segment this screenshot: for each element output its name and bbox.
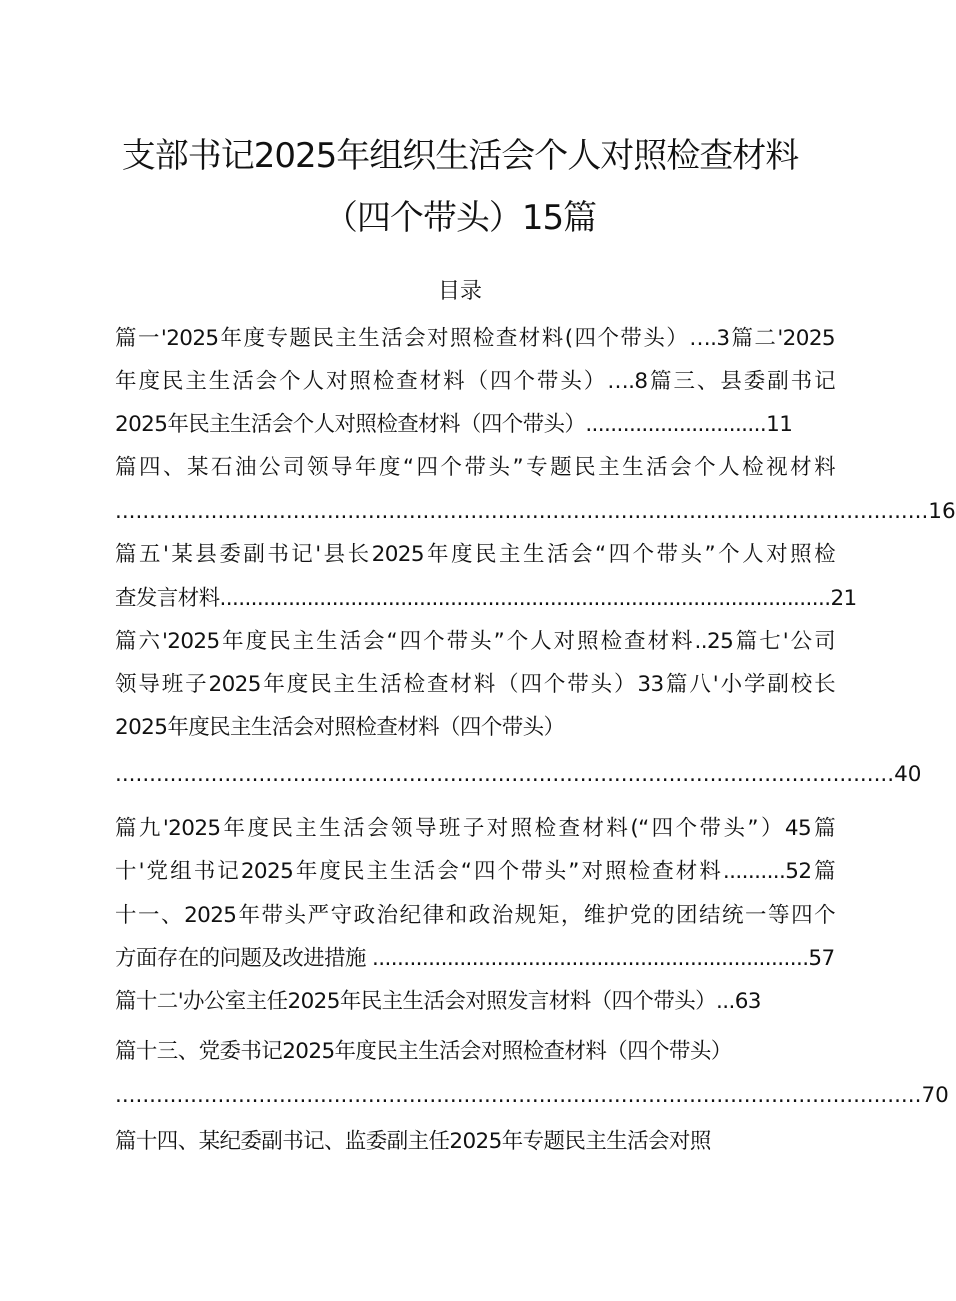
toc-line[interactable]: 方面存在的问题及改进措施 ......................................................................57 <box>115 946 835 971</box>
toc-line[interactable]: 篇五'某县委副书记'县长2025年度民主生活会“四个带头”个人对照检 <box>115 542 835 567</box>
toc-line[interactable]: 2025年度民主生活会对照检查材料（四个带头） <box>115 715 565 740</box>
toc-line[interactable]: 篇十四、某纪委副书记、监委副主任2025年专题民主生活会对照 <box>115 1129 711 1154</box>
toc-line[interactable]: 篇十二'办公室主任2025年民主生活会对照发言材料（四个带头）...63 <box>115 989 761 1014</box>
toc-heading: 目录 <box>437 279 482 304</box>
toc-line[interactable]: ......................................................................................................................70 <box>115 1083 949 1108</box>
toc-line[interactable]: ..................................................................................................................40 <box>115 762 922 787</box>
toc-line[interactable]: 篇九'2025年度民主生活会领导班子对照检查材料(“四个带头”）45篇 <box>115 816 835 841</box>
toc-line[interactable]: 年度民主生活会个人对照检查材料（四个带头）….8篇三、县委副书记 <box>115 369 835 394</box>
toc-line[interactable]: 十'党组书记2025年度民主生活会“四个带头”对照检查材料..........52篇 <box>115 859 835 884</box>
toc-line[interactable]: 篇一'2025年度专题民主生活会对照检查材料(四个带头）….3篇二'2025 <box>115 326 835 351</box>
toc-line[interactable]: .......................................................................................................................16 <box>115 499 956 524</box>
toc-line[interactable]: 十一、2025年带头严守政治纪律和政治规矩，维护党的团结统一等四个 <box>115 903 835 928</box>
toc-line[interactable]: 领导班子2025年度民主生活检查材料（四个带头）33篇八'小学副校长 <box>115 672 835 697</box>
toc-line[interactable]: 2025年民主生活会个人对照检查材料（四个带头）.............................11 <box>115 412 793 437</box>
toc-line[interactable]: 篇六'2025年度民主生活会“四个带头”个人对照检查材料..25篇七'公司 <box>115 629 835 654</box>
document-title-line2: （四个带头）15篇 <box>323 198 597 238</box>
toc-line[interactable]: 篇四、某石油公司领导年度“四个带头”专题民主生活会个人检视材料 <box>115 455 835 480</box>
document-title-line1: 支部书记2025年组织生活会个人对照检查材料 <box>121 136 799 176</box>
toc-line[interactable]: 篇十三、党委书记2025年度民主生活会对照检查材料（四个带头） <box>115 1039 732 1064</box>
toc-line[interactable]: 查发言材料..................................................................................................21 <box>115 586 857 611</box>
